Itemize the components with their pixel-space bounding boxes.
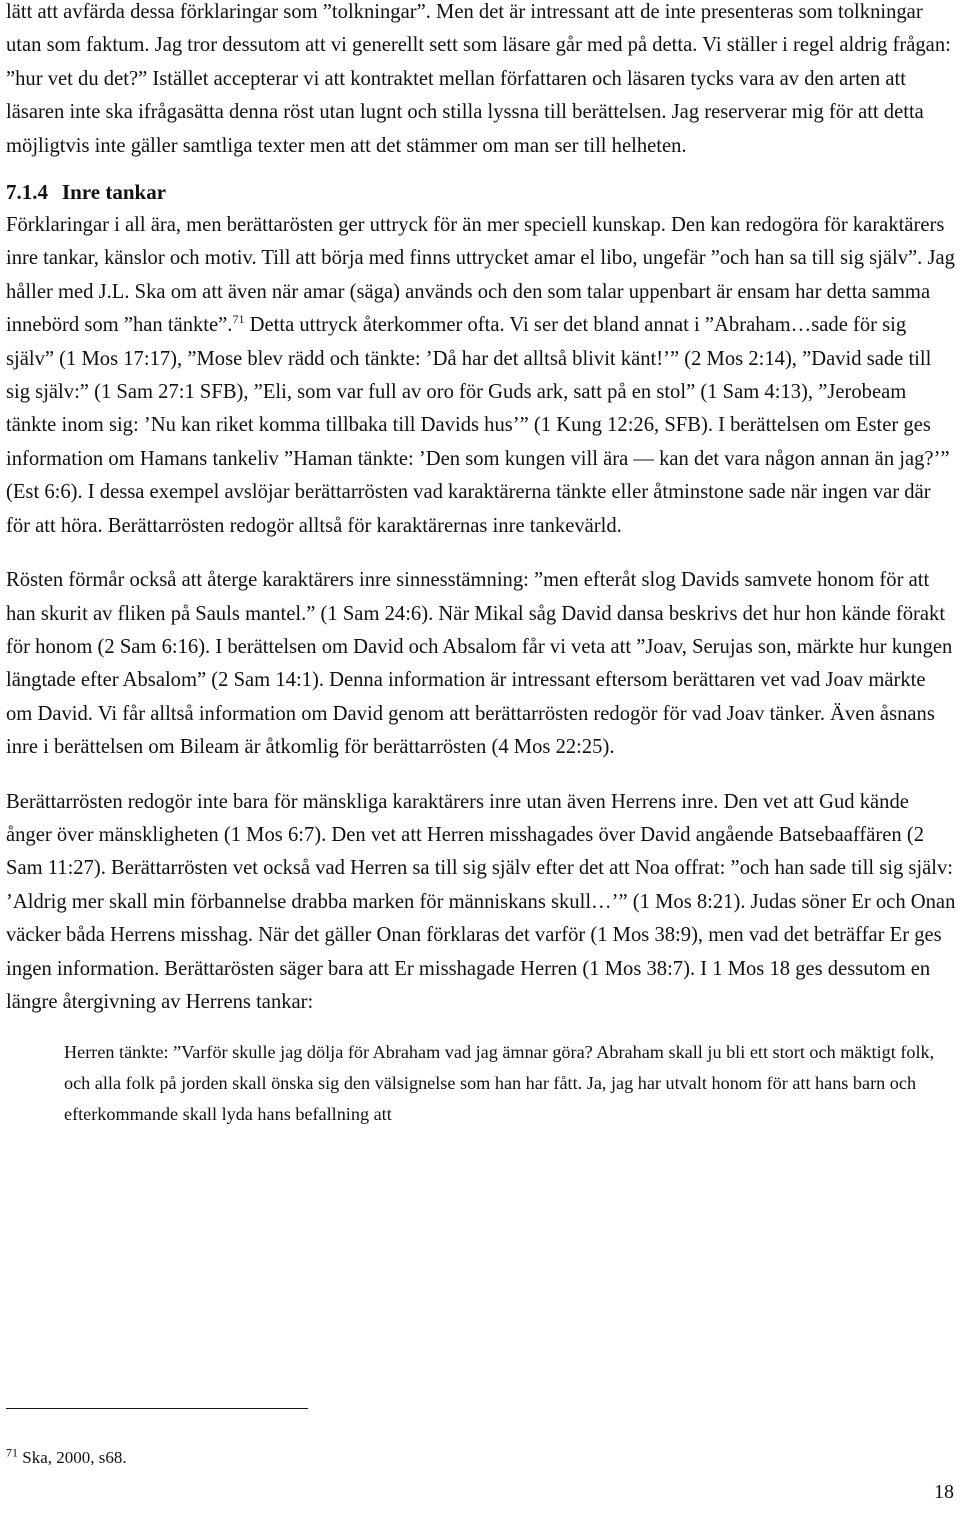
paragraph-inner-thoughts-part1: Förklaringar i all ära, men berättarösten ger uttryck för än mer speciell kunskap. Den kan redogöra för karaktärers inre tankar, känslor och motiv. Till att börja med finns uttrycket amar el libo, ungefär ”och han sa till sig själv”. Jag håller med J.L. Ska om att även när amar (säga) används och den som talar uppenbart är ensam har detta samma innebörd som ”han tänkte”. — [6, 214, 955, 337]
paragraph-intro: lätt att avfärda dessa förklaringar som ”tolkningar”. Men det är intressant att de inte presenteras som tolkningar utan som faktum. Jag tror dessutom att vi generellt sett som läsare går med på detta. Vi ställer i regel aldrig frågan: ”hur vet du det?” Istället accepterar vi att kontraktet mellan författaren och läsaren tycks vara av den arten att läsaren inte ska ifrågasätta denna röst utan lugnt och stilla lyssna till berättelsen. Jag reserverar mig för att detta möjligtvis inte gäller samtliga texter men att det stämmer om man ser till helheten. — [6, 1, 951, 157]
footnote-reference[interactable]: 71 — [232, 312, 245, 327]
paragraph-lord: Berättarrösten redogör inte bara för mänskliga karaktärers inre utan även Herrens inre. Den vet att Gud kände ånger över mänskligheten (1 Mos 6:7). Den vet att Herren misshagades över David angående Batsebaaffären (2 Sam 11:27). Berättarrösten vet också vad Herren sa till sig själv efter det att Noa offrat: ”och han sade till sig själv: ’Aldrig mer skall min förbannelse drabba marken för människans skull…’” (1 Mos 8:21). Judas söner Er och Onan väcker båda Herrens misshag. När det gäller Onan förklaras det varför (1 Mos 38:9), men vad det beträffar Er ges ingen information. Berättarösten säger bara att Er misshagade Herren (1 Mos 38:7). I 1 Mos 18 ges dessutom en längre återgivning av Herrens tankar: — [6, 790, 956, 1013]
paragraph-mood: Rösten förmår också att återge karaktärers inre sinnesstämning: ”men efteråt slog Davids samvete honom för att han skurit av fliken på Sauls mantel.” (1 Sam 24:6). När Mikal såg David dansa beskrivs det hur hon kände förakt för honom (2 Sam 6:16). I berättelsen om David och Absalom får vi veta att ”Joav, Serujas son, märkte hur kungen längtade efter Absalom” (2 Sam 14:1). Denna information är intressant eftersom berättaren vet vad Joav märkte om David. Vi får alltså information om David genom att berättarrösten redogör för vad Joav tänker. Även åsnans inre i berättelsen om Bileam är åtkomlig för berättarrösten (4 Mos 22:25). — [6, 569, 953, 759]
paragraph-inner-thoughts-part2: Detta uttryck återkommer ofta. Vi ser det bland annat i ”Abraham…sade för sig själv” (1 Mos 17:17), ”Mose blev rädd och tänkte: ’Då har det alltså blivit känt!’” (2 Mos 2:14), ”David sade till sig själv:” (1 Sam 27:1 SFB), ”Eli, som var full av oro för Guds ark, satt på en stol” (1 Sam 4:13), ”Jerobeam tänkte inom sig: ’Nu kan riket komma tillbaka till Davids hus’” (1 Kung 12:26, SFB). I berättelsen om Ester ges information om Hamans tankeliv ”Haman tänkte: ’Den som kungen vill ära — kan det vara någon annan än jag?’” (Est 6:6). I dessa exempel avslöjar berättarrösten vad karaktärerna tänkte eller åtminstone sade när ingen var där för att höra. Berättarrösten redogör alltså för karaktärernas inre tankevärld. — [6, 314, 950, 537]
footnote-divider — [6, 1408, 308, 1409]
section-heading — [6, 175, 956, 209]
page-body — [6, 0, 956, 1130]
paragraph-inner-thoughts — [6, 209, 956, 543]
footnote — [6, 1447, 127, 1469]
section-title: Inre tankar — [62, 180, 167, 205]
footnote-text: Ska, 2000, s68. — [18, 1448, 127, 1467]
page-number: 18 — [934, 1481, 954, 1503]
footnote-number: 71 — [6, 1445, 18, 1460]
block-quote: Herren tänkte: ”Varför skulle jag dölja för Abraham vad jag ämnar göra? Abraham skall ju bli ett stort och mäktigt folk, och alla folk på jorden skall önska sig den välsignelse som han har fått. Ja, jag har utvalt honom för att hans barn och efterkommande skall lyda hans befallning att — [64, 1042, 935, 1125]
section-number: 7.1.4 — [6, 180, 48, 205]
